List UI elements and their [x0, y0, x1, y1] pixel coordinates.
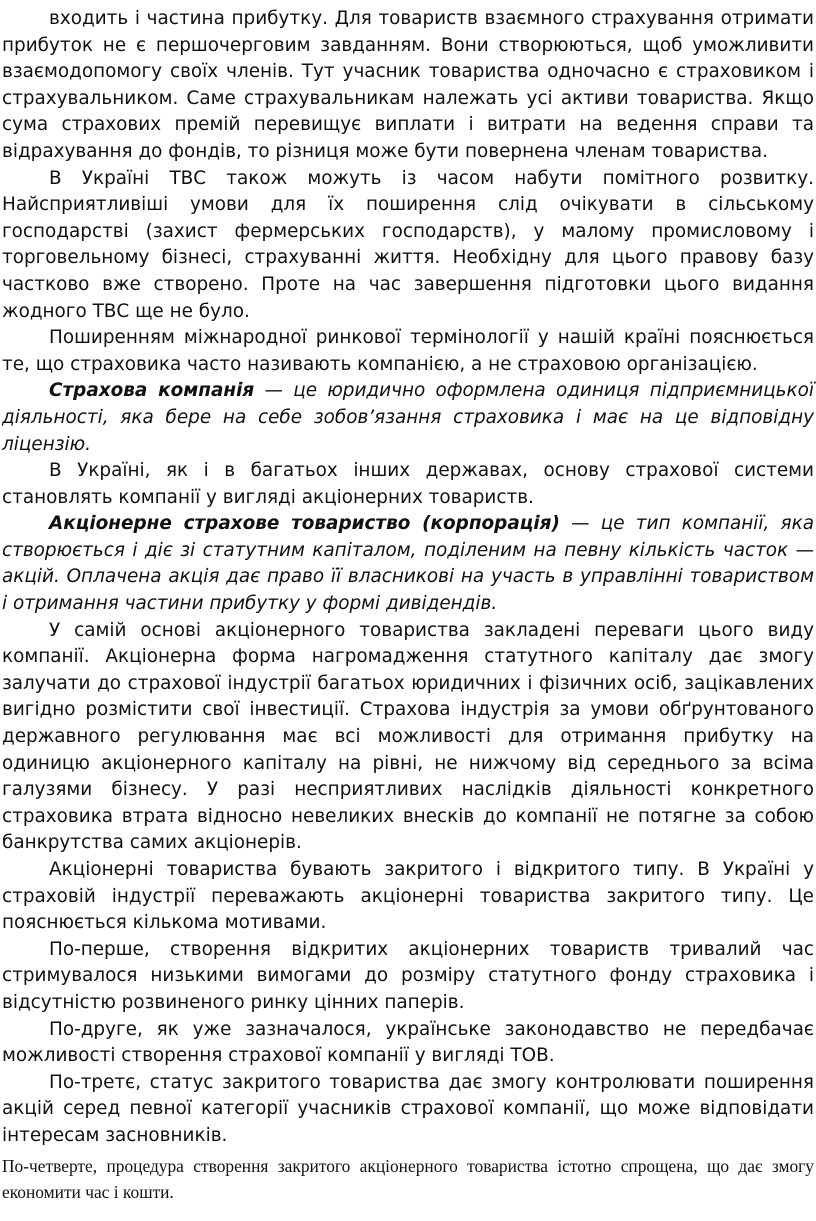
paragraph-5: У самій основі акціонерного товариства закладені переваги цього виду компанії. Акціонерна форма нагромадження статутного капіталу дає змогу залучати до страхової індустрії багатьох юридичних і фізичних осіб, зацікавлених вигідно розмістити свої інвестиції. Страхова індустрія за умови обґрунтованого державного регулювання має всі можливості для отримання прибутку на одиницю акціонерного капіталу на рівні, не нижчому від середнього за всіма галузями бізнесу. У разі несприятливих наслідків діяльності конкретного страховика втрата відносно невеликих внесків до компанії не потягне за собою банкрутства самих акціонерів. — [2, 619, 814, 854]
definition-insurance-company — [2, 378, 814, 458]
paragraph-4: В Україні, як і в багатьох інших державах, основу страхової системи становлять компанії у вигляді акціонерних товариств. — [2, 460, 814, 508]
paragraph-6: Акціонерні товариства бувають закритого і відкритого типу. В Україні у страховій індустрії переважають акціонерні товариства закритого типу. Це пояснюється кількома мотивами. — [2, 859, 814, 934]
definition-term: Акціонерне страхове товариство (корпорація) — [49, 513, 560, 535]
paragraph-3: Поширенням міжнародної ринкової термінології у нашій країні пояснюється те, що страховика часто називають компанією, а не страховою організацією. — [2, 327, 814, 375]
paragraph-1: входить і частина прибутку. Для товариств взаємного страхування отримати прибуток не є першочерговим завданням. Вони створюються, щоб уможливити взаємодопомогу своїх членів. Тут учасник товариства одночасно є страховиком і страхувальником. Саме страхувальникам належать усі активи товариства. Якщо сума страхових премій перевищує виплати і витрати на ведення справи та відрахування до фондів, то різниця може бути повернена членам товариства. — [2, 8, 814, 162]
definition-text: — це юридично оформлена одиниця підприємницької діяльності, яка бере на себе зобов’язання страховика і має на це відповідну ліцензію. — [2, 380, 814, 455]
definition-text: — це тип компанії, яка створюється і діє зі статутним капіталом, поділеним на певну кількість часток — акцій. Оплачена акція дає право її власникові на участь в управлінні товариством і отримання частини прибутку у формі дивідендів. — [2, 513, 815, 615]
paragraph-7: По-перше, створення відкритих акціонерних товариств тривалий час стримувалося низькими вимогами до розміру статутного фонду страховика і відсутністю розвиненого ринку цінних паперів. — [2, 938, 814, 1013]
definition-joint-stock-company — [2, 511, 814, 617]
paragraph-9: По-третє, статус закритого товариства дає змогу контролювати поширення акцій серед певної категорії учасників страхової компанії, що може відповідати інтересам засновників. — [2, 1071, 814, 1146]
definition-term: Страхова компанія — [49, 380, 255, 402]
paragraph-8: По-друге, як уже зазначалося, українське законодавство не передбачає можливості створення страхової компанії у вигляді ТОВ. — [2, 1018, 814, 1067]
paragraph-2: В Україні ТВС також можуть із часом набути помітного розвитку. Найсприятливіші умови для їх поширення слід очікувати в сільському господарстві (захист фермерських господарств), у малому промисловому і торговельному бізнесі, страхуванні життя. Необхідну для цього правову базу частково вже створено. Проте на час завершення підготовки цього видання жодного ТВС ще не було. — [2, 167, 814, 322]
paragraph-10: По-четверте, процедура створення закритого акціонерного товариства істотно спрощена, що дає змогу економити час і кошти. — [2, 1155, 814, 1202]
